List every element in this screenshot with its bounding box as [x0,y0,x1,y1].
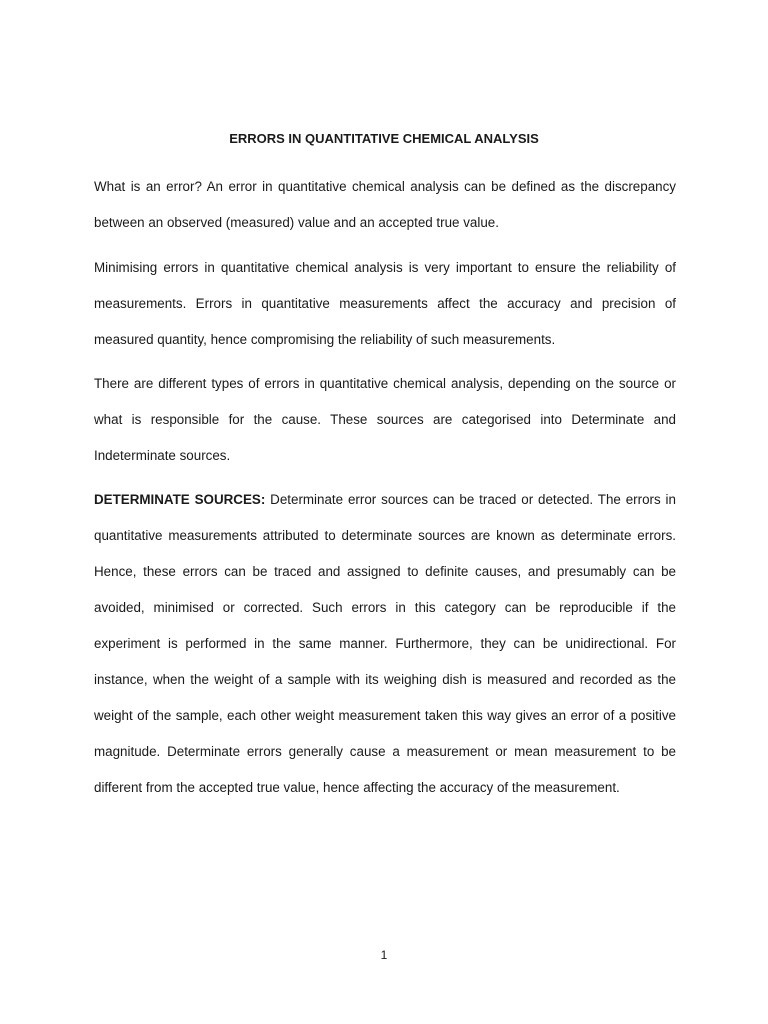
paragraph-text: There are different types of errors in quantitative chemical analysis, depending on the source or what is responsible for the cause. These sources are categorised into Determinate and Indeterminate sources. [94,376,676,463]
paragraph-error-types [94,366,676,474]
paragraph-text: What is an error? An error in quantitative chemical analysis can be defined as the discrepancy between an observed (measured) value and an accepted true value. [94,179,676,230]
document-title: ERRORS IN QUANTITATIVE CHEMICAL ANALYSIS [229,131,539,146]
paragraph-minimising-errors [94,250,676,358]
paragraph-lead-heading: DETERMINATE SOURCES: [94,492,266,507]
paragraph-determinate-sources [94,482,676,806]
paragraph-text: Determinate error sources can be traced or detected. The errors in quantitative measurements attributed to determinate sources are known as determinate errors. Hence, these errors can be traced and assigned to definite causes, and presumably can be avoided, minimised or corrected. Such errors in this category can be reproducible if the experiment is performed in the same manner. Furthermore, they can be unidirectional. For instance, when the weight of a sample with its weighing dish is measured and recorded as the weight of the sample, each other weight measurement taken this way gives an error of a positive magnitude. Determinate errors generally cause a measurement or mean measurement to be different from the accepted true value, hence affecting the accuracy of the measurement. [94,492,676,795]
paragraph-definition [94,169,676,241]
paragraph-text: Minimising errors in quantitative chemical analysis is very important to ensure the reliability of measurements. Errors in quantitative measurements affect the accuracy and precision of measured quantity, hence compromising the reliability of such measurements. [94,260,676,347]
page-number: 1 [380,948,388,962]
